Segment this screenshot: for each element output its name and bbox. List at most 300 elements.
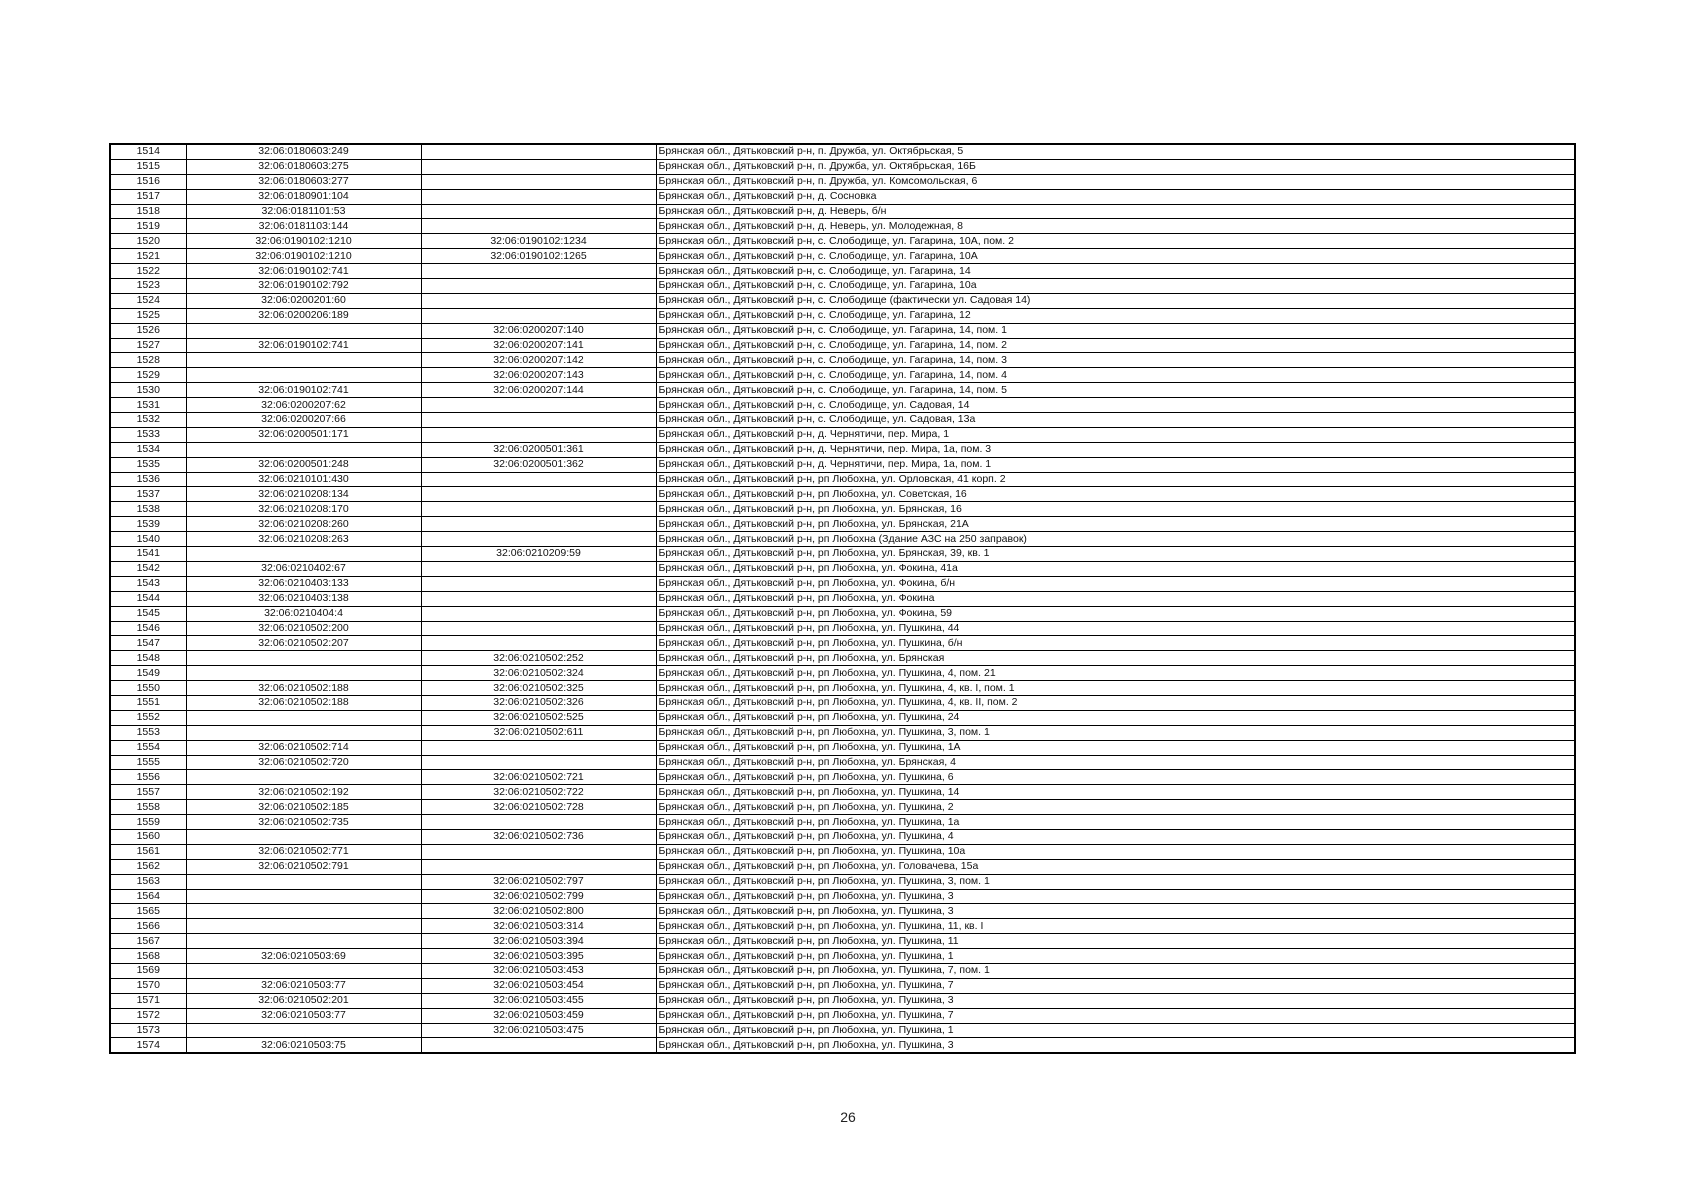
object-cadastral-number-cell: 32:06:0210503:459 — [421, 1008, 656, 1023]
object-cadastral-number-cell — [421, 755, 656, 770]
row-number-cell: 1547 — [110, 636, 186, 651]
object-cadastral-number-cell: 32:06:0200501:361 — [421, 442, 656, 457]
cadastral-number-cell: 32:06:0200501:248 — [186, 457, 421, 472]
address-cell: Брянская обл., Дятьковский р-н, с. Слободище, ул. Гагарина, 10а — [656, 279, 1575, 294]
cadastral-number-cell: 32:06:0210503:77 — [186, 1008, 421, 1023]
object-cadastral-number-cell — [421, 844, 656, 859]
cadastral-number-cell — [186, 368, 421, 383]
address-cell: Брянская обл., Дятьковский р-н, рп Любохна (Здание АЗС на 250 заправок) — [656, 532, 1575, 547]
cadastral-number-cell: 32:06:0210403:138 — [186, 591, 421, 606]
object-cadastral-number-cell: 32:06:0210502:611 — [421, 725, 656, 740]
address-cell: Брянская обл., Дятьковский р-н, рп Любохна, ул. Пушкина, 24 — [656, 710, 1575, 725]
cadastral-number-cell: 32:06:0181103:144 — [186, 219, 421, 234]
table-row — [110, 249, 1575, 264]
address-cell: Брянская обл., Дятьковский р-н, с. Слободище, ул. Гагарина, 14, пом. 1 — [656, 323, 1575, 338]
address-cell: Брянская обл., Дятьковский р-н, д. Чернятичи, пер. Мира, 1а, пом. 3 — [656, 442, 1575, 457]
address-cell: Брянская обл., Дятьковский р-н, с. Слободище, ул. Гагарина, 14, пом. 2 — [656, 338, 1575, 353]
table-row — [110, 815, 1575, 830]
cadastral-number-cell: 32:06:0210503:77 — [186, 978, 421, 993]
object-cadastral-number-cell — [421, 576, 656, 591]
object-cadastral-number-cell — [421, 293, 656, 308]
table-row — [110, 219, 1575, 234]
table-row — [110, 204, 1575, 219]
address-cell: Брянская обл., Дятьковский р-н, рп Любохна, ул. Брянская, 16 — [656, 502, 1575, 517]
table-row — [110, 978, 1575, 993]
object-cadastral-number-cell — [421, 517, 656, 532]
object-cadastral-number-cell: 32:06:0190102:1234 — [421, 234, 656, 249]
cadastral-number-cell — [186, 725, 421, 740]
table-row — [110, 308, 1575, 323]
object-cadastral-number-cell — [421, 427, 656, 442]
address-cell: Брянская обл., Дятьковский р-н, п. Дружба, ул. Октябрьская, 16Б — [656, 159, 1575, 174]
object-cadastral-number-cell: 32:06:0200207:143 — [421, 368, 656, 383]
cadastral-number-cell: 32:06:0190102:741 — [186, 338, 421, 353]
table-row — [110, 234, 1575, 249]
table-row — [110, 710, 1575, 725]
address-cell: Брянская обл., Дятьковский р-н, рп Любохна, ул. Фокина, 41а — [656, 561, 1575, 576]
cadastral-number-cell: 32:06:0200201:60 — [186, 293, 421, 308]
address-cell: Брянская обл., Дятьковский р-н, рп Любохна, ул. Советская, 16 — [656, 487, 1575, 502]
row-number-cell: 1517 — [110, 189, 186, 204]
cadastral-number-cell: 32:06:0210502:720 — [186, 755, 421, 770]
address-cell: Брянская обл., Дятьковский р-н, рп Любохна, ул. Фокина — [656, 591, 1575, 606]
cadastral-number-cell: 32:06:0210502:185 — [186, 800, 421, 815]
address-cell: Брянская обл., Дятьковский р-н, рп Любохна, ул. Брянская, 39, кв. 1 — [656, 547, 1575, 562]
cadastral-number-cell — [186, 934, 421, 949]
cadastral-number-cell: 32:06:0210502:735 — [186, 815, 421, 830]
address-cell: Брянская обл., Дятьковский р-н, с. Слободище, ул. Гагарина, 14, пом. 3 — [656, 353, 1575, 368]
cadastral-number-cell — [186, 829, 421, 844]
table-row — [110, 666, 1575, 681]
row-number-cell: 1548 — [110, 651, 186, 666]
object-cadastral-number-cell — [421, 174, 656, 189]
address-cell: Брянская обл., Дятьковский р-н, рп Любохна, ул. Пушкина, 3, пом. 1 — [656, 874, 1575, 889]
cadastral-number-cell: 32:06:0210502:188 — [186, 681, 421, 696]
object-cadastral-number-cell: 32:06:0210502:324 — [421, 666, 656, 681]
table-row — [110, 949, 1575, 964]
table-row — [110, 1038, 1575, 1053]
property-table-container — [109, 143, 1574, 1054]
row-number-cell: 1527 — [110, 338, 186, 353]
table-row — [110, 323, 1575, 338]
cadastral-number-cell: 32:06:0210101:430 — [186, 472, 421, 487]
cadastral-number-cell: 32:06:0210502:791 — [186, 859, 421, 874]
object-cadastral-number-cell — [421, 815, 656, 830]
table-row — [110, 368, 1575, 383]
address-cell: Брянская обл., Дятьковский р-н, с. Слободище, ул. Гагарина, 10А — [656, 249, 1575, 264]
property-table — [109, 143, 1576, 1054]
address-cell: Брянская обл., Дятьковский р-н, рп Любохна, ул. Пушкина, 3 — [656, 1038, 1575, 1053]
cadastral-number-cell: 32:06:0210404:4 — [186, 606, 421, 621]
table-row — [110, 547, 1575, 562]
address-cell: Брянская обл., Дятьковский р-н, с. Слободище, ул. Садовая, 13а — [656, 413, 1575, 428]
table-row — [110, 576, 1575, 591]
cadastral-number-cell: 32:06:0190102:741 — [186, 264, 421, 279]
cadastral-number-cell: 32:06:0181101:53 — [186, 204, 421, 219]
table-row — [110, 740, 1575, 755]
cadastral-number-cell: 32:06:0180901:104 — [186, 189, 421, 204]
row-number-cell: 1515 — [110, 159, 186, 174]
cadastral-number-cell: 32:06:0210502:207 — [186, 636, 421, 651]
cadastral-number-cell: 32:06:0200206:189 — [186, 308, 421, 323]
object-cadastral-number-cell — [421, 308, 656, 323]
address-cell: Брянская обл., Дятьковский р-н, с. Слободище, ул. Гагарина, 10А, пом. 2 — [656, 234, 1575, 249]
row-number-cell: 1518 — [110, 204, 186, 219]
object-cadastral-number-cell: 32:06:0210502:736 — [421, 829, 656, 844]
row-number-cell: 1568 — [110, 949, 186, 964]
table-row — [110, 889, 1575, 904]
table-row — [110, 532, 1575, 547]
address-cell: Брянская обл., Дятьковский р-н, д. Чернятичи, пер. Мира, 1 — [656, 427, 1575, 442]
row-number-cell: 1562 — [110, 859, 186, 874]
table-row — [110, 919, 1575, 934]
cadastral-number-cell: 32:06:0210503:75 — [186, 1038, 421, 1053]
address-cell: Брянская обл., Дятьковский р-н, с. Слободище, ул. Садовая, 14 — [656, 398, 1575, 413]
address-cell: Брянская обл., Дятьковский р-н, рп Любохна, ул. Пушкина, 4 — [656, 829, 1575, 844]
object-cadastral-number-cell: 32:06:0210503:475 — [421, 1023, 656, 1038]
table-row — [110, 264, 1575, 279]
row-number-cell: 1573 — [110, 1023, 186, 1038]
object-cadastral-number-cell: 32:06:0210503:453 — [421, 963, 656, 978]
row-number-cell: 1528 — [110, 353, 186, 368]
object-cadastral-number-cell: 32:06:0200501:362 — [421, 457, 656, 472]
object-cadastral-number-cell: 32:06:0190102:1265 — [421, 249, 656, 264]
object-cadastral-number-cell — [421, 502, 656, 517]
address-cell: Брянская обл., Дятьковский р-н, с. Слободище, ул. Гагарина, 14 — [656, 264, 1575, 279]
object-cadastral-number-cell — [421, 1038, 656, 1053]
row-number-cell: 1560 — [110, 829, 186, 844]
row-number-cell: 1532 — [110, 413, 186, 428]
object-cadastral-number-cell: 32:06:0210209:59 — [421, 547, 656, 562]
row-number-cell: 1551 — [110, 695, 186, 710]
row-number-cell: 1549 — [110, 666, 186, 681]
address-cell: Брянская обл., Дятьковский р-н, рп Любохна, ул. Фокина, б/н — [656, 576, 1575, 591]
object-cadastral-number-cell: 32:06:0210502:800 — [421, 904, 656, 919]
object-cadastral-number-cell — [421, 189, 656, 204]
cadastral-number-cell: 32:06:0210502:714 — [186, 740, 421, 755]
address-cell: Брянская обл., Дятьковский р-н, с. Слободище, ул. Гагарина, 14, пом. 4 — [656, 368, 1575, 383]
address-cell: Брянская обл., Дятьковский р-н, с. Слободище, ул. Гагарина, 12 — [656, 308, 1575, 323]
object-cadastral-number-cell — [421, 472, 656, 487]
table-row — [110, 472, 1575, 487]
table-row — [110, 695, 1575, 710]
cadastral-number-cell: 32:06:0180603:277 — [186, 174, 421, 189]
address-cell: Брянская обл., Дятьковский р-н, рп Любохна, ул. Пушкина, 1а — [656, 815, 1575, 830]
object-cadastral-number-cell: 32:06:0210503:395 — [421, 949, 656, 964]
table-row — [110, 174, 1575, 189]
object-cadastral-number-cell — [421, 740, 656, 755]
address-cell: Брянская обл., Дятьковский р-н, рп Любохна, ул. Пушкина, 3 — [656, 889, 1575, 904]
cadastral-number-cell — [186, 710, 421, 725]
table-row — [110, 353, 1575, 368]
object-cadastral-number-cell — [421, 606, 656, 621]
object-cadastral-number-cell — [421, 144, 656, 159]
object-cadastral-number-cell — [421, 859, 656, 874]
table-row — [110, 159, 1575, 174]
cadastral-number-cell: 32:06:0210403:133 — [186, 576, 421, 591]
row-number-cell: 1529 — [110, 368, 186, 383]
address-cell: Брянская обл., Дятьковский р-н, п. Дружба, ул. Комсомольская, 6 — [656, 174, 1575, 189]
cadastral-number-cell — [186, 770, 421, 785]
table-row — [110, 755, 1575, 770]
row-number-cell: 1569 — [110, 963, 186, 978]
object-cadastral-number-cell: 32:06:0210502:326 — [421, 695, 656, 710]
row-number-cell: 1544 — [110, 591, 186, 606]
table-row — [110, 427, 1575, 442]
row-number-cell: 1561 — [110, 844, 186, 859]
row-number-cell: 1565 — [110, 904, 186, 919]
row-number-cell: 1530 — [110, 383, 186, 398]
cadastral-number-cell — [186, 874, 421, 889]
table-row — [110, 785, 1575, 800]
row-number-cell: 1522 — [110, 264, 186, 279]
row-number-cell: 1566 — [110, 919, 186, 934]
cadastral-number-cell: 32:06:0180603:275 — [186, 159, 421, 174]
table-row — [110, 844, 1575, 859]
address-cell: Брянская обл., Дятьковский р-н, рп Любохна, ул. Брянская, 21А — [656, 517, 1575, 532]
cadastral-number-cell: 32:06:0210208:263 — [186, 532, 421, 547]
table-row — [110, 413, 1575, 428]
object-cadastral-number-cell — [421, 204, 656, 219]
row-number-cell: 1540 — [110, 532, 186, 547]
row-number-cell: 1554 — [110, 740, 186, 755]
table-row — [110, 934, 1575, 949]
address-cell: Брянская обл., Дятьковский р-н, д. Неверь, б/н — [656, 204, 1575, 219]
cadastral-number-cell: 32:06:0210502:200 — [186, 621, 421, 636]
object-cadastral-number-cell: 32:06:0210502:797 — [421, 874, 656, 889]
address-cell: Брянская обл., Дятьковский р-н, рп Любохна, ул. Пушкина, 2 — [656, 800, 1575, 815]
cadastral-number-cell: 32:06:0180603:249 — [186, 144, 421, 159]
cadastral-number-cell — [186, 963, 421, 978]
cadastral-number-cell — [186, 442, 421, 457]
address-cell: Брянская обл., Дятьковский р-н, д. Чернятичи, пер. Мира, 1а, пом. 1 — [656, 457, 1575, 472]
table-row — [110, 621, 1575, 636]
row-number-cell: 1534 — [110, 442, 186, 457]
address-cell: Брянская обл., Дятьковский р-н, рп Любохна, ул. Пушкина, 14 — [656, 785, 1575, 800]
row-number-cell: 1526 — [110, 323, 186, 338]
object-cadastral-number-cell — [421, 219, 656, 234]
table-row — [110, 517, 1575, 532]
object-cadastral-number-cell: 32:06:0210502:799 — [421, 889, 656, 904]
table-row — [110, 800, 1575, 815]
object-cadastral-number-cell: 32:06:0210502:721 — [421, 770, 656, 785]
cadastral-number-cell: 32:06:0200207:66 — [186, 413, 421, 428]
address-cell: Брянская обл., Дятьковский р-н, рп Любохна, ул. Пушкина, 4, кв. I, пом. 1 — [656, 681, 1575, 696]
table-row — [110, 591, 1575, 606]
table-row — [110, 383, 1575, 398]
object-cadastral-number-cell: 32:06:0200207:142 — [421, 353, 656, 368]
row-number-cell: 1519 — [110, 219, 186, 234]
row-number-cell: 1572 — [110, 1008, 186, 1023]
object-cadastral-number-cell: 32:06:0210503:455 — [421, 993, 656, 1008]
object-cadastral-number-cell — [421, 561, 656, 576]
object-cadastral-number-cell — [421, 636, 656, 651]
row-number-cell: 1558 — [110, 800, 186, 815]
address-cell: Брянская обл., Дятьковский р-н, рп Любохна, ул. Пушкина, 4, пом. 21 — [656, 666, 1575, 681]
address-cell: Брянская обл., Дятьковский р-н, рп Любохна, ул. Головачева, 15а — [656, 859, 1575, 874]
row-number-cell: 1552 — [110, 710, 186, 725]
table-row — [110, 963, 1575, 978]
table-row — [110, 874, 1575, 889]
object-cadastral-number-cell: 32:06:0200207:140 — [421, 323, 656, 338]
table-row — [110, 487, 1575, 502]
address-cell: Брянская обл., Дятьковский р-н, рп Любохна, ул. Пушкина, 6 — [656, 770, 1575, 785]
cadastral-number-cell: 32:06:0210502:192 — [186, 785, 421, 800]
table-row — [110, 457, 1575, 472]
address-cell: Брянская обл., Дятьковский р-н, рп Любохна, ул. Пушкина, 7 — [656, 978, 1575, 993]
object-cadastral-number-cell: 32:06:0210503:394 — [421, 934, 656, 949]
object-cadastral-number-cell — [421, 532, 656, 547]
address-cell: Брянская обл., Дятьковский р-н, рп Любохна, ул. Пушкина, 1 — [656, 1023, 1575, 1038]
row-number-cell: 1553 — [110, 725, 186, 740]
page-number: 26 — [840, 1109, 856, 1125]
cadastral-number-cell: 32:06:0190102:1210 — [186, 249, 421, 264]
cadastral-number-cell: 32:06:0210208:134 — [186, 487, 421, 502]
cadastral-number-cell: 32:06:0190102:741 — [186, 383, 421, 398]
row-number-cell: 1571 — [110, 993, 186, 1008]
row-number-cell: 1564 — [110, 889, 186, 904]
cadastral-number-cell: 32:06:0210208:260 — [186, 517, 421, 532]
table-row — [110, 636, 1575, 651]
table-row — [110, 993, 1575, 1008]
row-number-cell: 1533 — [110, 427, 186, 442]
object-cadastral-number-cell — [421, 264, 656, 279]
object-cadastral-number-cell — [421, 398, 656, 413]
address-cell: Брянская обл., Дятьковский р-н, рп Любохна, ул. Брянская — [656, 651, 1575, 666]
object-cadastral-number-cell: 32:06:0210503:454 — [421, 978, 656, 993]
object-cadastral-number-cell: 32:06:0210502:525 — [421, 710, 656, 725]
table-row — [110, 651, 1575, 666]
row-number-cell: 1514 — [110, 144, 186, 159]
row-number-cell: 1557 — [110, 785, 186, 800]
address-cell: Брянская обл., Дятьковский р-н, рп Любохна, ул. Пушкина, 4, кв. II, пом. 2 — [656, 695, 1575, 710]
object-cadastral-number-cell: 32:06:0210503:314 — [421, 919, 656, 934]
row-number-cell: 1546 — [110, 621, 186, 636]
cadastral-number-cell: 32:06:0210208:170 — [186, 502, 421, 517]
row-number-cell: 1550 — [110, 681, 186, 696]
cadastral-number-cell: 32:06:0210502:201 — [186, 993, 421, 1008]
cadastral-number-cell — [186, 651, 421, 666]
row-number-cell: 1542 — [110, 561, 186, 576]
address-cell: Брянская обл., Дятьковский р-н, п. Дружба, ул. Октябрьская, 5 — [656, 144, 1575, 159]
address-cell: Брянская обл., Дятьковский р-н, рп Любохна, ул. Пушкина, 11, кв. I — [656, 919, 1575, 934]
table-row — [110, 859, 1575, 874]
object-cadastral-number-cell — [421, 621, 656, 636]
cadastral-number-cell: 32:06:0190102:792 — [186, 279, 421, 294]
row-number-cell: 1559 — [110, 815, 186, 830]
row-number-cell: 1525 — [110, 308, 186, 323]
address-cell: Брянская обл., Дятьковский р-н, с. Слободище, ул. Гагарина, 14, пом. 5 — [656, 383, 1575, 398]
table-row — [110, 606, 1575, 621]
address-cell: Брянская обл., Дятьковский р-н, рп Любохна, ул. Фокина, 59 — [656, 606, 1575, 621]
row-number-cell: 1563 — [110, 874, 186, 889]
object-cadastral-number-cell — [421, 487, 656, 502]
row-number-cell: 1556 — [110, 770, 186, 785]
address-cell: Брянская обл., Дятьковский р-н, д. Сосновка — [656, 189, 1575, 204]
object-cadastral-number-cell — [421, 413, 656, 428]
address-cell: Брянская обл., Дятьковский р-н, рп Любохна, ул. Пушкина, 3 — [656, 993, 1575, 1008]
cadastral-number-cell: 32:06:0210503:69 — [186, 949, 421, 964]
address-cell: Брянская обл., Дятьковский р-н, рп Любохна, ул. Орловская, 41 корп. 2 — [656, 472, 1575, 487]
object-cadastral-number-cell: 32:06:0200207:141 — [421, 338, 656, 353]
cadastral-number-cell: 32:06:0210502:188 — [186, 695, 421, 710]
row-number-cell: 1535 — [110, 457, 186, 472]
cadastral-number-cell — [186, 904, 421, 919]
cadastral-number-cell: 32:06:0200207:62 — [186, 398, 421, 413]
address-cell: Брянская обл., Дятьковский р-н, рп Любохна, ул. Пушкина, б/н — [656, 636, 1575, 651]
object-cadastral-number-cell — [421, 159, 656, 174]
table-row — [110, 829, 1575, 844]
object-cadastral-number-cell: 32:06:0200207:144 — [421, 383, 656, 398]
cadastral-number-cell: 32:06:0210502:771 — [186, 844, 421, 859]
address-cell: Брянская обл., Дятьковский р-н, д. Неверь, ул. Молодежная, 8 — [656, 219, 1575, 234]
property-table-body — [110, 144, 1575, 1053]
table-row — [110, 144, 1575, 159]
table-row — [110, 770, 1575, 785]
row-number-cell: 1541 — [110, 547, 186, 562]
address-cell: Брянская обл., Дятьковский р-н, рп Любохна, ул. Пушкина, 44 — [656, 621, 1575, 636]
address-cell: Брянская обл., Дятьковский р-н, с. Слободище (фактически ул. Садовая 14) — [656, 293, 1575, 308]
row-number-cell: 1524 — [110, 293, 186, 308]
row-number-cell: 1570 — [110, 978, 186, 993]
table-row — [110, 1023, 1575, 1038]
address-cell: Брянская обл., Дятьковский р-н, рп Любохна, ул. Пушкина, 11 — [656, 934, 1575, 949]
table-row — [110, 725, 1575, 740]
row-number-cell: 1521 — [110, 249, 186, 264]
cadastral-number-cell — [186, 919, 421, 934]
cadastral-number-cell: 32:06:0210402:67 — [186, 561, 421, 576]
cadastral-number-cell — [186, 323, 421, 338]
table-row — [110, 279, 1575, 294]
row-number-cell: 1523 — [110, 279, 186, 294]
address-cell: Брянская обл., Дятьковский р-н, рп Любохна, ул. Пушкина, 3 — [656, 904, 1575, 919]
table-row — [110, 1008, 1575, 1023]
address-cell: Брянская обл., Дятьковский р-н, рп Любохна, ул. Пушкина, 1 — [656, 949, 1575, 964]
row-number-cell: 1555 — [110, 755, 186, 770]
address-cell: Брянская обл., Дятьковский р-н, рп Любохна, ул. Пушкина, 7 — [656, 1008, 1575, 1023]
cadastral-number-cell — [186, 353, 421, 368]
table-row — [110, 502, 1575, 517]
object-cadastral-number-cell: 32:06:0210502:325 — [421, 681, 656, 696]
row-number-cell: 1545 — [110, 606, 186, 621]
cadastral-number-cell — [186, 666, 421, 681]
cadastral-number-cell — [186, 1023, 421, 1038]
cadastral-number-cell — [186, 889, 421, 904]
table-row — [110, 189, 1575, 204]
object-cadastral-number-cell: 32:06:0210502:722 — [421, 785, 656, 800]
row-number-cell: 1538 — [110, 502, 186, 517]
address-cell: Брянская обл., Дятьковский р-н, рп Любохна, ул. Пушкина, 7, пом. 1 — [656, 963, 1575, 978]
row-number-cell: 1567 — [110, 934, 186, 949]
table-row — [110, 293, 1575, 308]
table-row — [110, 904, 1575, 919]
row-number-cell: 1537 — [110, 487, 186, 502]
table-row — [110, 338, 1575, 353]
cadastral-number-cell: 32:06:0200501:171 — [186, 427, 421, 442]
object-cadastral-number-cell: 32:06:0210502:252 — [421, 651, 656, 666]
table-row — [110, 681, 1575, 696]
cadastral-number-cell: 32:06:0190102:1210 — [186, 234, 421, 249]
object-cadastral-number-cell — [421, 279, 656, 294]
object-cadastral-number-cell: 32:06:0210502:728 — [421, 800, 656, 815]
row-number-cell: 1516 — [110, 174, 186, 189]
row-number-cell: 1531 — [110, 398, 186, 413]
row-number-cell: 1536 — [110, 472, 186, 487]
address-cell: Брянская обл., Дятьковский р-н, рп Любохна, ул. Пушкина, 3, пом. 1 — [656, 725, 1575, 740]
row-number-cell: 1520 — [110, 234, 186, 249]
table-row — [110, 398, 1575, 413]
address-cell: Брянская обл., Дятьковский р-н, рп Любохна, ул. Брянская, 4 — [656, 755, 1575, 770]
